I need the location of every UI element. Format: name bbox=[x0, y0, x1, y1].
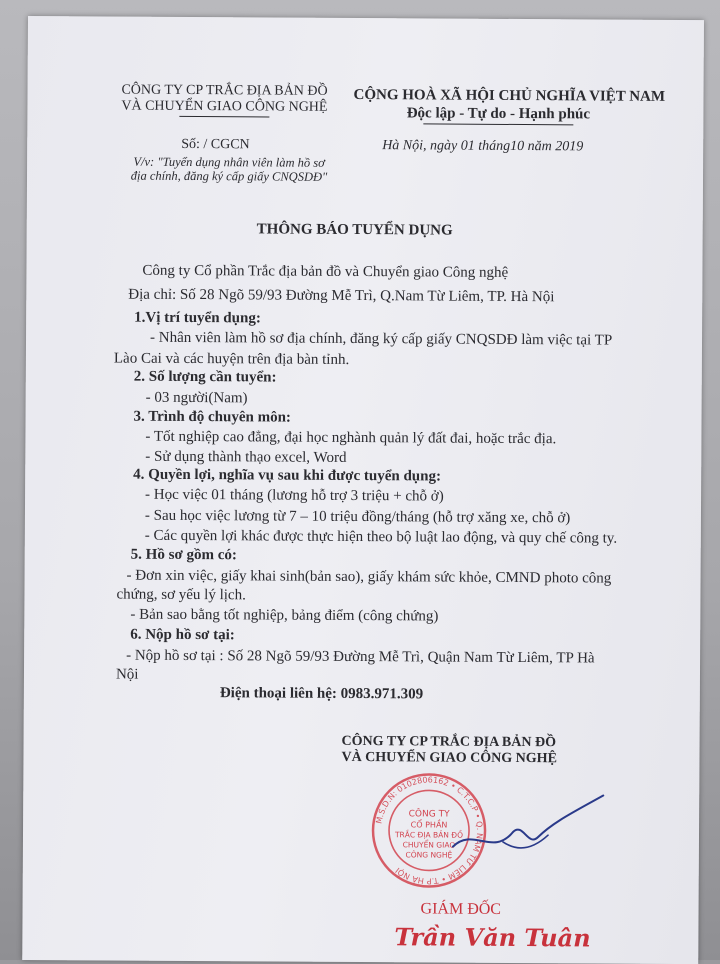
section-6-item-a: - Nộp hồ sơ tại : Số 28 Ngõ 59/93 Đường Mễ Trì, Quận Nam Từ Liêm, TP Hà bbox=[126, 647, 595, 667]
doc-date: Hà Nội, ngày 01 tháng10 năm 2019 bbox=[382, 138, 584, 155]
handwritten-signature bbox=[443, 787, 613, 868]
section-4-item-1: - Học việc 01 tháng (lương hỗ trợ 3 triệu + chỗ ở) bbox=[145, 486, 444, 505]
intro-address: Địa chỉ: Số 28 Ngõ 59/93 Đường Mễ Trì, Q.Nam Từ Liêm, TP. Hà Nội bbox=[128, 286, 555, 306]
director-title: GIÁM ĐỐC bbox=[420, 900, 502, 918]
section-2-item: - 03 người(Nam) bbox=[145, 389, 248, 407]
subject bbox=[109, 154, 349, 183]
subject-line-1: V/v: "Tuyển dụng nhân viên làm hồ sơ bbox=[133, 154, 325, 170]
section-3-heading: 3. Trình độ chuyên môn: bbox=[133, 408, 292, 426]
nation-header bbox=[353, 86, 666, 126]
seal-line-5: CÔNG NGHỆ bbox=[405, 850, 453, 860]
notice-title: THÔNG BÁO TUYỂN DỤNG bbox=[256, 221, 453, 239]
section-1-item-1a: - Nhân viên làm hồ sơ địa chính, đăng ký cấp giấy CNQSDĐ làm việc tại TP bbox=[149, 329, 613, 349]
section-5-item-2: - Bản sao bằng tốt nghiệp, bảng điểm (công chứng) bbox=[130, 606, 439, 625]
section-5-item-1a: - Đơn xin việc, giấy khai sinh(bản sao), giấy khám sức khỏe, CMND photo công bbox=[126, 567, 612, 587]
seal-line-3: TRẮC ĐỊA BẢN ĐỒ bbox=[394, 830, 464, 840]
signature-company-line-1: CÔNG TY CP TRẮC ĐỊA BẢN ĐỒ bbox=[341, 733, 557, 751]
intro-company: Công ty Cổ phần Trắc địa bản đồ và Chuyển giao Công nghệ bbox=[142, 262, 509, 281]
section-6-item-b: Nội bbox=[115, 666, 139, 683]
section-1-item-1b: Lào Cai và các huyện trên địa bàn tỉnh. bbox=[113, 350, 350, 368]
subject-line-2: địa chính, đăng ký cấp giấy CNQSDĐ" bbox=[130, 168, 328, 184]
section-5-heading: 5. Hồ sơ gồm có: bbox=[130, 546, 237, 564]
seal-line-2: CỔ PHẦN bbox=[410, 820, 448, 830]
section-2-heading: 2. Số lượng cần tuyển: bbox=[133, 368, 277, 386]
nation-motto: Độc lập - Tự do - Hạnh phúc bbox=[406, 105, 591, 123]
section-4-heading: 4. Quyền lợi, nghĩa vụ sau khi được tuyển dụng: bbox=[133, 466, 442, 485]
section-4-item-3: - Các quyền lợi khác được thực hiện theo bộ luật lao động, và quy chế công ty. bbox=[144, 527, 618, 547]
seal-line-4: CHUYỂN GIAO bbox=[402, 840, 456, 850]
motto-rule bbox=[423, 123, 573, 125]
section-5-item-1b: chứng, sơ yếu lý lịch. bbox=[116, 586, 246, 604]
seal-ring-text: M.S.D.N: 0102806162 • C.T.C.P • Q. NAM TỪ LIÊM • T.P HÀ NỘI bbox=[374, 775, 485, 886]
section-6-heading: 6. Nộp hồ sơ tại: bbox=[130, 626, 235, 644]
section-4-item-2: - Sau học việc lương từ 7 – 10 triệu đồng/tháng (hỗ trợ xăng xe, chỗ ở) bbox=[144, 507, 571, 527]
seal-line-1: CÔNG TY bbox=[408, 809, 450, 820]
section-3-item-1: - Tốt nghiệp cao đẳng, đại học nghành quản lý đất đai, hoặc trắc địa. bbox=[145, 428, 557, 448]
doc-number: Số: / CGCN bbox=[181, 136, 250, 153]
company-line-2: VÀ CHUYỂN GIAO CÔNG NGHỆ bbox=[121, 98, 328, 115]
document-page bbox=[22, 16, 704, 964]
phone-line: Điện thoại liên hệ: 0983.971.309 bbox=[219, 685, 424, 703]
company-header bbox=[109, 82, 339, 117]
signature-company bbox=[341, 734, 581, 767]
nation-title: CỘNG HOÀ XÃ HỘI CHỦ NGHĨA VIỆT NAM bbox=[353, 86, 666, 105]
header-rule bbox=[179, 116, 269, 118]
company-line-1: CÔNG TY CP TRẮC ĐỊA BẢN ĐỒ bbox=[121, 82, 328, 99]
director-name: Trần Văn Tuân bbox=[394, 922, 591, 953]
signature-company-line-2: VÀ CHUYỂN GIAO CÔNG NGHỆ bbox=[341, 749, 557, 767]
section-1-heading: 1.Vị trí tuyển dụng: bbox=[134, 309, 261, 327]
section-3-item-2: - Sử dụng thành thạo excel, Word bbox=[145, 448, 347, 466]
